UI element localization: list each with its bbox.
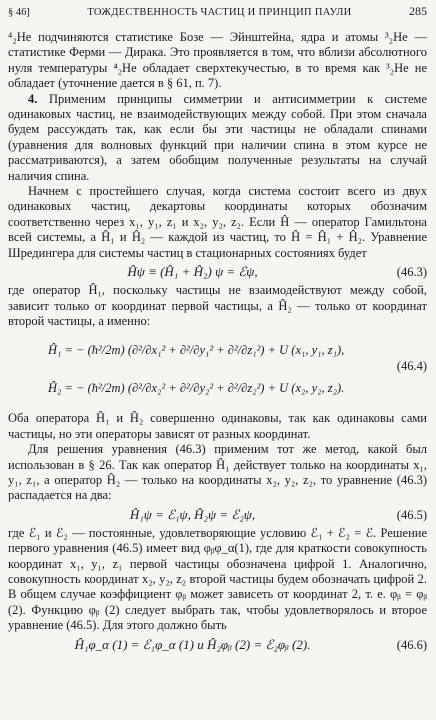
equation-46-3-number: (46.3) bbox=[396, 265, 427, 280]
paragraph-method: Для решения уравнения (46.3) применим тот же метод, какой был использован в § 26. Так как оператор Ĥ₁ действует только на координаты x₁, y₁, z₁, а оператор Ĥ₂ — только на координаты x₂, y₂, z₂, то уравнение (46.3) распадается на два: bbox=[8, 442, 427, 503]
equation-46-6 bbox=[8, 634, 427, 656]
paragraph-two-particles: Начнем с простейшего случая, когда система состоит всего из двух одинаковых частиц, декартовы координаты которых обозначим соответственно через x₁, y₁, z₁ и x₂, y₂, z₂. Если Ĥ — оператор Гамильтона всей системы, а Ĥ₁ и Ĥ₂ — каждой из частиц, то Ĥ = Ĥ₁ + Ĥ₂. Уравнение Шредингера для системы частиц в стационарных состояниях будет bbox=[8, 184, 427, 260]
page-number: 285 bbox=[408, 4, 427, 18]
running-title: ТОЖДЕСТВЕННОСТЬ ЧАСТИЦ И ПРИНЦИП ПАУЛИ bbox=[87, 7, 352, 18]
equation-46-3-body: Ĥψ ≡ (Ĥ₁ + Ĥ₂) ψ = ℰψ, bbox=[127, 264, 258, 280]
equation-46-5-body: Ĥ₁ψ = ℰ₁ψ, Ĥ₂ψ = ℰ₂ψ, bbox=[129, 506, 256, 522]
paragraph-operators: где оператор Ĥ₁, поскольку частицы не взаимодействуют между собой, зависит только от координат первой частицы, а Ĥ₂ — только от координат второй частицы, а именно: bbox=[8, 283, 427, 328]
equation-46-5-number: (46.5) bbox=[396, 507, 427, 522]
paragraph-item-4-text: Применим принципы симметрии и антисимметрии к системе одинаковых частиц, не взаимодействующих между собой. При этом сначала будем рассуждать так, как если бы эти частицы не обладали спинами (уравнения для волновых функций при наличии спина в этом курсе не рассматриваются), а затем обобщим полученные результаты на случай наличия спина. bbox=[8, 91, 427, 183]
paragraph-identical-operators: Оба оператора Ĥ₁ и Ĥ₂ совершенно одинаковы, так как одинаковы сами частицы, но эти операторы зависят от разных координат. bbox=[8, 411, 427, 441]
equation-46-4-line-1: Ĥ₁ = − (ħ²/2m) (∂²/∂x₁² + ∂²/∂y₁² + ∂²/∂z₁²) + U (x₁, y₁, z₁), bbox=[48, 343, 345, 358]
section-ref: § 46] bbox=[8, 7, 30, 18]
paragraph-item-4 bbox=[8, 92, 427, 184]
paragraph-solution: где ℰ₁ и ℰ₂ — постоянные, удовлетворяющие условию ℰ₁ + ℰ₂ = ℰ. Решение первого уравнения (46.5) имеет вид φᵦφ_α(1), где для краткости совокупность координат x₁, y₁, z₁ первой частицы обозначена цифрой 1. Аналогично, совокупность координат x₂, y₂, z₂ второй частицы будем обозначать цифрой 2. В общем случае коэффициент φᵦ может зависеть от координат 2, т. е. φᵦ = φᵦ (2). Функцию φᵦ (2) следует выбрать так, чтобы удовлетворялось и второе уравнение (46.5). Для этого должно быть bbox=[8, 525, 427, 633]
equation-46-4 bbox=[8, 329, 427, 411]
equation-46-3 bbox=[8, 261, 427, 283]
equation-46-5 bbox=[8, 504, 427, 526]
item-number: 4. bbox=[28, 91, 38, 106]
running-header bbox=[8, 4, 427, 22]
equation-46-4-number: (46.4) bbox=[396, 359, 427, 374]
paragraph-helium: ⁴₂He подчиняются статистике Бозе — Эйнштейна, ядра и атомы ³₂He — статистике Ферми — Дирака. Это проявляется в том, что вблизи абсолютного нуля температуры ⁴₂He обладает сверхтекучестью, в то время как ³₂He не обладает (уточнение дается в § 61, п. 7). bbox=[8, 30, 427, 91]
equation-46-6-body: Ĥ₁φ_α (1) = ℰ₁φ_α (1) и Ĥ₂φᵦ (2) = ℰ₂φᵦ (2). bbox=[74, 636, 311, 652]
equation-46-6-number: (46.6) bbox=[396, 637, 427, 652]
equation-46-4-line-2: Ĥ₂ = − (ħ²/2m) (∂²/∂x₂² + ∂²/∂y₂² + ∂²/∂z₂²) + U (x₂, y₂, z₂). bbox=[48, 381, 345, 396]
